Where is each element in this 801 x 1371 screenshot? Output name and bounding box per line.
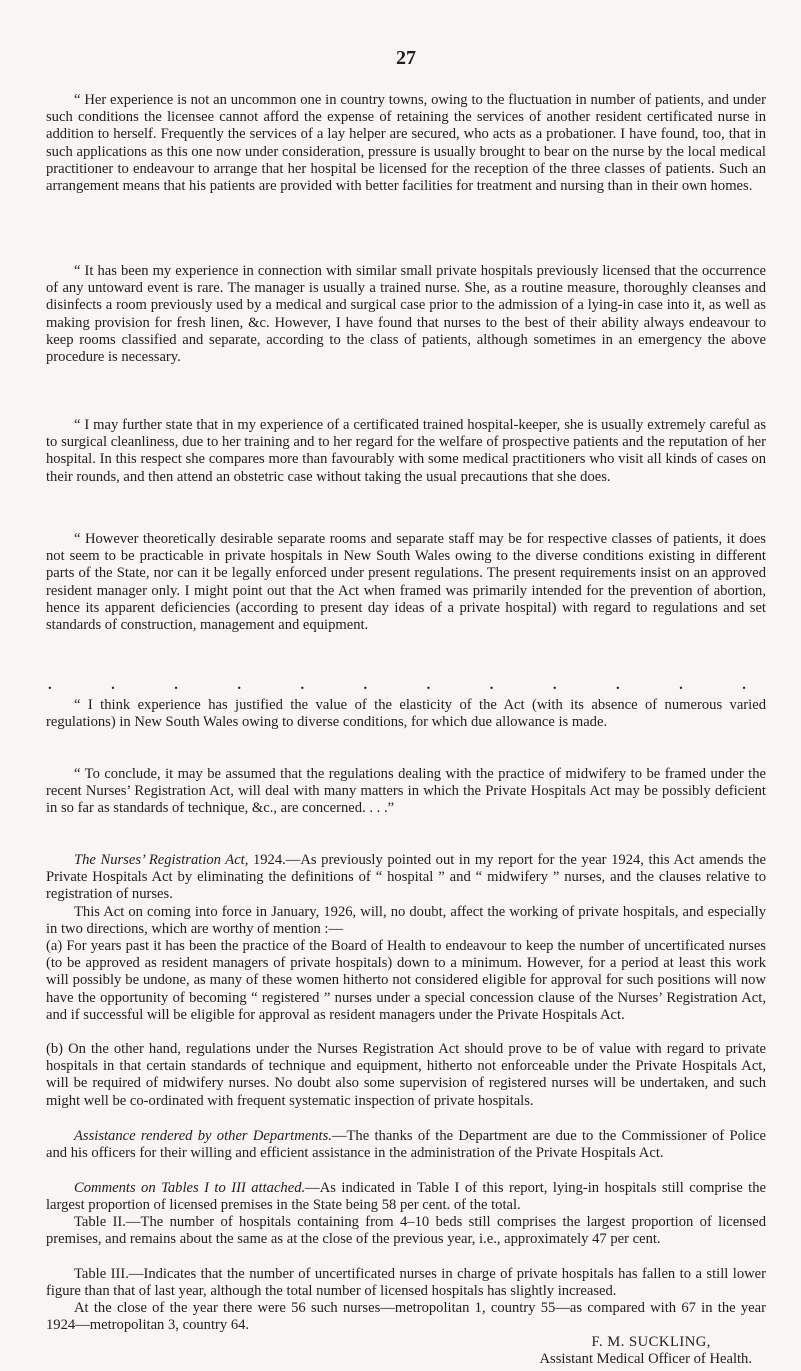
paragraph-6 [46,766,766,818]
comments-heading: Comments on Tables I to III attached. [74,1180,306,1196]
ellipsis-separator: . . . . . . . . . . . . [48,677,746,693]
closing-text: At the close of the year there were 56 such nurses—metropolitan 1, country 55—as compared with 67 in the year 1924—metropolitan 3, country 64. [46,1300,766,1334]
comments-text: —As indicated in Table I of this report, lying-in hospitals still comprise the largest proportion of licensed premises in the State being 58 per cent. of the total. [46,1180,766,1214]
quote-paragraph: “ I may further state that in my experience of a certificated trained hospital-keeper, she is usually extremely careful as to surgical cleanliness, due to her training and to her regard for the welfare of prospective patients and the reputation of her hospital. In this respect she compares more than favourably with some medical practitioners who visit all kinds of cases on their rounds, and then attend an obstetric case without taking the usual precautions that she does. [46,417,766,485]
assistance-heading: Assistance rendered by other Departments. [74,1128,332,1144]
closing-paragraph [46,1300,766,1334]
quote-paragraph: “ However theoretically desirable separate rooms and separate staff may be for respective classes of patients, it does not seem to be practicable in private hospitals in New South Wales owing to the diverse conditions existing in different parts of the State, nor can it be legally enforced under present regulations. The present requirements insist on an approved resident manager only. I might point out that the Act when framed was primarily intended for the prevention of abortion, hence its apparent deficiencies (according to present day ideas of a private hospital) with regard to regulations and set standards of construction, management and equipment. [46,531,766,634]
quote-paragraph: “ It has been my experience in connection with similar small private hospitals previously licensed that the occurrence of any untoward event is rare. The manager is usually a trained nurse. She, as a routine measure, thoroughly cleanses and disinfects a room previously used by a medical and surgical case prior to the admission of a lying-in case into it, as well as making provision for fresh linen, &c. However, I have found that nurses to the best of their ability always endeavour to keep rooms classified and separate, according to the class of patients, although sometimes in an emergency the above procedure is necessary. [46,263,766,366]
nurses-act-paragraph [46,852,766,904]
table-3-text: Table III.—Indicates that the number of uncertificated nurses in charge of private hospitals has fallen to a still lower figure than that of last year, although the total number of licensed hospitals has slightly increased. [46,1266,766,1300]
list-item-b [46,1041,766,1110]
quote-paragraph: “ I think experience has justified the value of the elasticity of the Act (with its absence of numerous varied regulations) in New South Wales owing to diverse conditions, for which due allowance is made. [46,697,766,731]
table-3-paragraph [46,1266,766,1300]
signature-title: Assistant Medical Officer of Health. [539,1351,752,1368]
paragraph-5 [46,697,766,731]
act-intro-paragraph [46,904,766,938]
assistance-text: —The thanks of the Department are due to the Commissioner of Police and his officers for their willing and efficient assistance in the administration of the Private Hospitals Act. [46,1128,766,1162]
signature-name: F. M. SUCKLING, [591,1334,711,1350]
paragraph-2 [46,263,766,366]
paragraph-3 [46,417,766,486]
list-item-a [46,938,766,1024]
paragraph-1 [46,92,766,195]
signature-block [540,1334,753,1368]
assistance-paragraph [46,1128,766,1162]
quote-paragraph: “ Her experience is not an uncommon one in country towns, owing to the fluctuation in number of patients, and under such conditions the licensee cannot afford the expense of retaining the services of another resident certificated nurse in addition to herself. Frequently the services of a lay helper are secured, who acts as a probationer. I have found, too, that in such applications as this one now under consideration, pressure is usually brought to bear on the nurse by the local medical practitioner to endeavour to arrange that her hospital be licensed for the reception of the three classes of patients. Such an arrangement means that his patients are provided with better facilities for treatment and nursing than in their own homes. [46,92,766,195]
table-2-text: Table II.—The number of hospitals containing from 4–10 beds still comprises the largest proportion of licensed premises, and remains about the same as at the close of the previous year, i.e., approximately 47 per cent. [46,1214,766,1248]
list-text: For years past it has been the practice of the Board of Health to endeavour to keep the number of uncertificated nurses (to be approved as resident managers of private hospitals) down to a minimum. However, for a period at least this work will possibly be undone, as many of these women hitherto not considered eligible for approval for such positions will now have the opportunity of becoming “ registered ” nurses under a special concession clause of the Nurses’ Registration Act, and if successful will be eligible for approval as resident managers under the Private Hospitals Act. [46,938,766,1023]
act-intro-text: This Act on coming into force in January, 1926, will, no doubt, affect the working of private hospitals, and especially in two directions, which are worthy of mention :— [46,904,766,938]
nurses-act-text: 1924.—As previously pointed out in my report for the year 1924, this Act amends the Private Hospitals Act by eliminating the definitions of “ hospital ” and “ midwifery ” nurses, and the clauses relative to registration of nurses. [46,852,766,903]
page-number: 27 [396,47,416,69]
comments-paragraph [46,1180,766,1214]
list-text: On the other hand, regulations under the Nurses Registration Act should prove to be of value with regard to private hospitals in that certain standards of technique and equipment, hitherto not enforceable under the Private Hospitals Act, will be required of midwifery nurses. No doubt also some supervision of registered nurses will be undertaken, and such might well be co-ordinated with frequent systematic inspection of private hospitals. [46,1041,766,1109]
paragraph-4 [46,531,766,634]
list-label: (a) [46,938,63,954]
nurses-act-heading: The Nurses’ Registration Act, [74,852,249,868]
list-label: (b) [46,1041,64,1057]
table-2-paragraph [46,1214,766,1248]
quote-paragraph: “ To conclude, it may be assumed that the regulations dealing with the practice of midwifery to be framed under the recent Nurses’ Registration Act, will deal with many matters in which the Private Hospitals Act may be possibly deficient in so far as standards of technique, &c., are concerned. . . .” [46,766,766,817]
